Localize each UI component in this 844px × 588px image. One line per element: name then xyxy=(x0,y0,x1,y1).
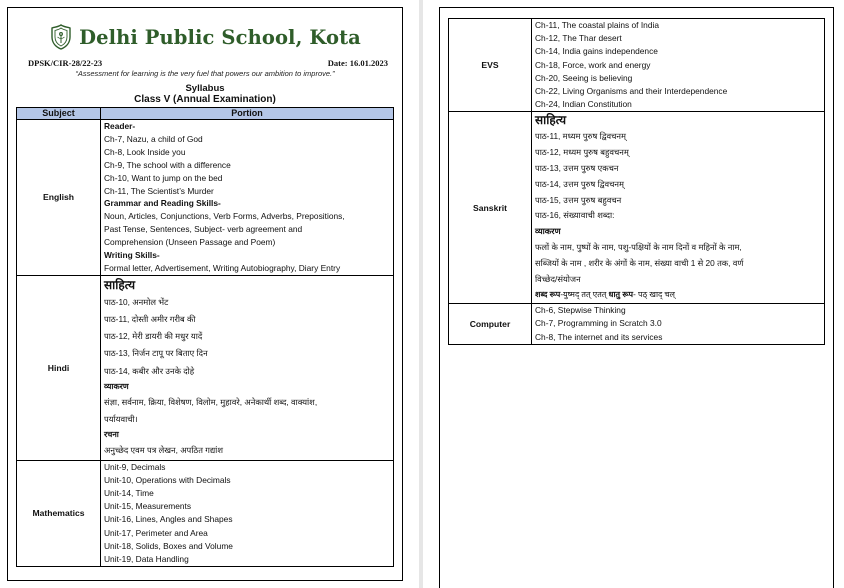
list-item: Ch-24, Indian Constitution xyxy=(535,99,632,110)
list-item: पाठ-16, संख्यावाची शब्दा: xyxy=(535,210,615,221)
list-item: फलों के नाम, पुष्पों के नाम, पशु-पक्षियों के नाम दिनों व महिनों के नाम, xyxy=(535,242,742,252)
list-item: Formal letter, Advertisement, Writing Autobiography, Diary Entry xyxy=(104,262,341,273)
list-item: संज्ञा, सर्वनाम, क्रिया, विशेषण, विलोम, मुहावरे, अनेकार्थी शब्द, वाक्यांश, xyxy=(104,396,318,407)
school-name: Delhi Public School, Kota xyxy=(79,25,361,49)
subject-cell: Computer xyxy=(449,304,532,345)
circular-date: Date: 16.01.2023 xyxy=(327,58,388,68)
list-item: Ch-11, The Scientist’s Murder xyxy=(104,185,214,196)
section-heading: Reader- xyxy=(104,121,136,131)
portion-cell xyxy=(101,120,394,276)
subject-cell: English xyxy=(17,120,101,276)
portion-cell xyxy=(101,275,394,460)
section-heading: व्याकरण xyxy=(535,226,561,237)
portion-column-header: Portion xyxy=(101,108,394,120)
list-item: पाठ-13, निर्जन टापू पर बिताए दिन xyxy=(104,348,208,359)
subject-cell: Mathematics xyxy=(17,460,101,567)
list-item: Ch-10, Want to jump on the bed xyxy=(104,172,223,183)
list-item: Ch-7, Nazu, a child of God xyxy=(104,133,203,144)
portion-cell xyxy=(532,112,825,304)
syllabus-table xyxy=(16,107,394,567)
dhatu-roop-label: धातु रूप xyxy=(608,290,634,300)
document-title: Syllabus xyxy=(185,83,225,94)
section-heading: व्याकरण xyxy=(104,381,129,391)
list-item: Ch-18, Force, work and energy xyxy=(535,59,651,70)
syllabus-table-continued xyxy=(448,18,825,345)
list-item: पर्यायवाची। xyxy=(104,414,138,425)
section-heading: साहित्य xyxy=(535,113,567,128)
table-row-sanskrit xyxy=(449,112,825,304)
list-item: Unit-19, Data Handling xyxy=(104,553,189,564)
list-item: पाठ-11, मध्यम पुरुष द्विवचनम् xyxy=(535,131,626,142)
list-item: अनुच्छेद एवम पत्र लेखन, अपठित गद्यांश xyxy=(104,445,223,456)
subject-cell: Hindi xyxy=(17,275,101,460)
list-item: Ch-14, India gains independence xyxy=(535,46,658,57)
list-item: Unit-18, Solids, Boxes and Volume xyxy=(104,540,233,551)
list-item: विच्छेद/संयोजन xyxy=(535,273,581,284)
portion-cell xyxy=(532,19,825,112)
list-item: Ch-11, The coastal plains of India xyxy=(535,20,659,30)
section-heading: Writing Skills- xyxy=(104,250,160,261)
shabd-dhatu-roop-line xyxy=(535,287,824,303)
table-header-row xyxy=(17,108,394,120)
subject-cell: Sanskrit xyxy=(449,112,532,304)
motto-quote: “Assessment for learning is the very fuel that powers our ambition to improve.” xyxy=(75,69,335,78)
subject-column-header: Subject xyxy=(17,108,101,120)
section-heading: साहित्य xyxy=(104,277,136,292)
reference-number: DPSK/CIR-28/22-23 xyxy=(28,58,103,68)
list-item: Past Tense, Sentences, Subject- verb agreement and xyxy=(104,224,303,235)
list-item: Ch-12, The Thar desert xyxy=(535,33,622,44)
page-1 xyxy=(7,7,403,581)
list-item: Ch-22, Living Organisms and their Interdependence xyxy=(535,86,728,97)
dhatu-roop-value: - पठ् खाद् चल् xyxy=(633,290,675,300)
table-row-english xyxy=(17,120,394,276)
list-item: पाठ-11, दोस्ती अमीर गरीब की xyxy=(104,314,196,325)
portion-cell xyxy=(532,304,825,345)
list-item: Unit-15, Measurements xyxy=(104,501,192,512)
list-item: Ch-6, Stepwise Thinking xyxy=(535,305,626,316)
document-subtitle: Class V (Annual Examination) xyxy=(134,94,276,105)
shabd-roop-value: -युष्मद् तत् एतत् xyxy=(560,290,609,300)
table-row-mathematics xyxy=(17,460,394,567)
table-row-hindi xyxy=(17,275,394,460)
list-item: Unit-16, Lines, Angles and Shapes xyxy=(104,514,233,525)
list-item: Unit-9, Decimals xyxy=(104,461,166,472)
table-row-evs xyxy=(449,19,825,112)
list-item: सब्जियों के नाम , शरीर के अंगों के नाम, संख्या वाची 1 से 20 तक, वर्ण xyxy=(535,257,744,268)
list-item: पाठ-13, उत्तम पुरुष एकचन xyxy=(535,163,619,174)
list-item: Unit-10, Operations with Decimals xyxy=(104,474,231,485)
page-2 xyxy=(439,7,834,588)
section-heading: Grammar and Reading Skills- xyxy=(104,198,221,209)
letterhead xyxy=(8,24,402,50)
shabd-roop-label: शब्द रूप xyxy=(535,290,561,300)
subject-cell: EVS xyxy=(449,19,532,112)
list-item: Noun, Articles, Conjunctions, Verb Forms, Adverbs, Prepositions, xyxy=(104,211,345,222)
portion-cell xyxy=(101,460,394,567)
reference-row xyxy=(28,58,388,68)
list-item: Ch-20, Seeing is believing xyxy=(535,72,633,83)
list-item: पाठ-14, कबीर और उनके दोहे xyxy=(104,365,195,376)
school-crest-icon xyxy=(49,24,73,50)
list-item: Unit-14, Time xyxy=(104,487,154,498)
list-item: Ch-8, Look Inside you xyxy=(104,146,186,157)
list-item: Ch-7, Programming in Scratch 3.0 xyxy=(535,318,662,329)
table-row-computer xyxy=(449,304,825,345)
page-gap xyxy=(419,0,423,588)
list-item: पाठ-12, मेरी डायरी की मधुर यादें xyxy=(104,331,203,342)
list-item: Unit-17, Perimeter and Area xyxy=(104,527,208,538)
list-item: Ch-8, The internet and its services xyxy=(535,331,663,342)
list-item: Comprehension (Unseen Passage and Poem) xyxy=(104,237,276,248)
list-item: पाठ-15, उत्तम पुरुष बहुवचन xyxy=(535,194,622,205)
list-item: पाठ-10, अनमोल भेंट xyxy=(104,296,169,307)
list-item: पाठ-12, मध्यम पुरुष बहुवचनम् xyxy=(535,147,629,158)
list-item: Ch-9, The school with a difference xyxy=(104,159,231,170)
section-heading: रचना xyxy=(104,430,119,440)
list-item: पाठ-14, उत्तम पुरुष द्विवचनम् xyxy=(535,178,624,189)
